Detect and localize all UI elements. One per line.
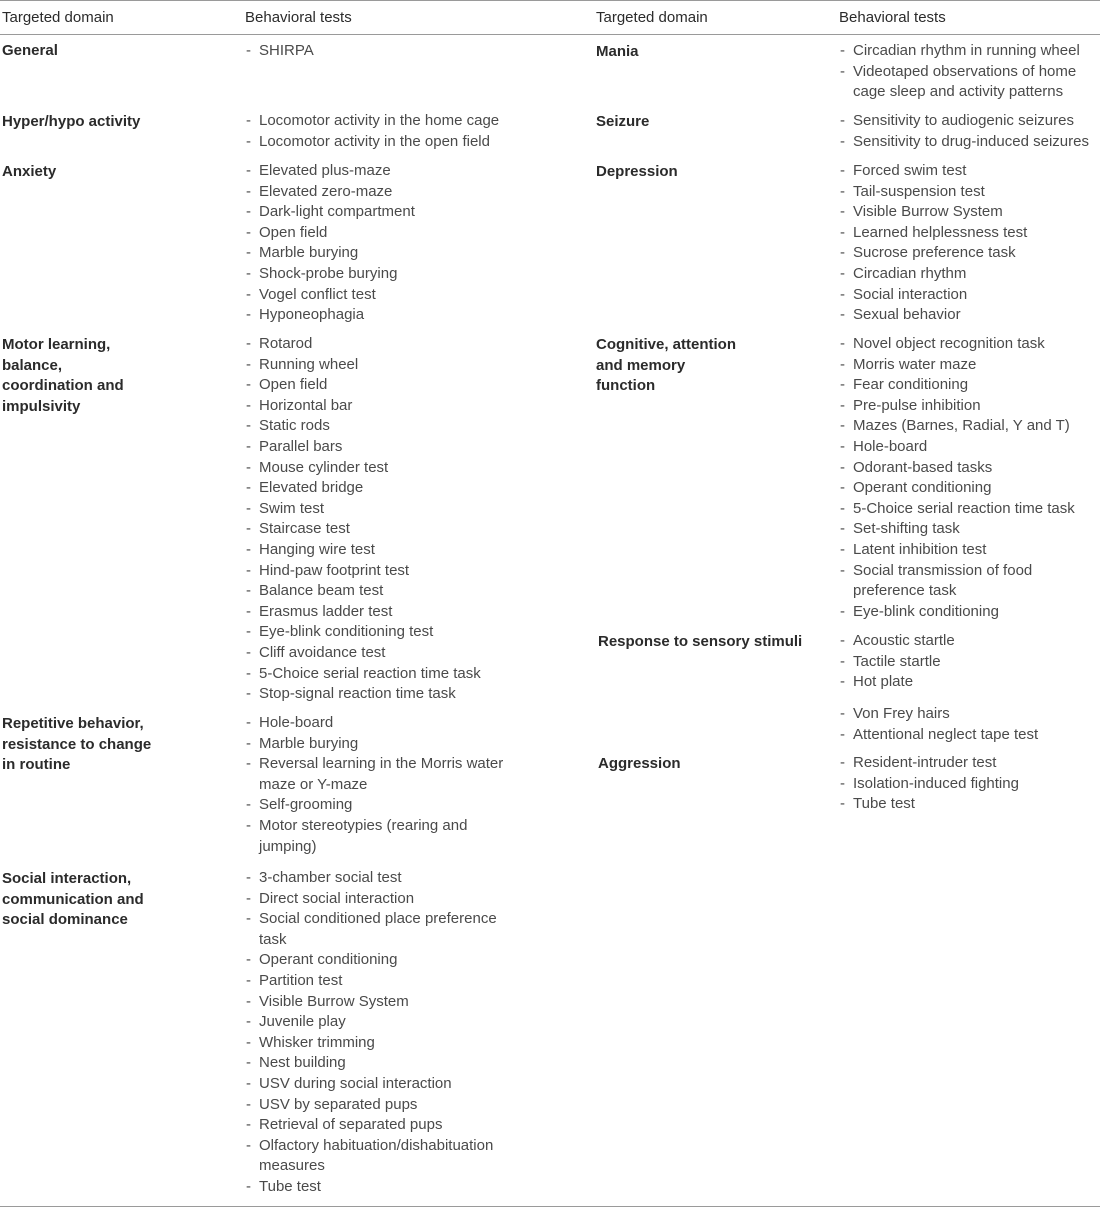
- test-item: - Nest building: [246, 1053, 516, 1074]
- right-tests-depression: [840, 161, 1095, 326]
- test-item: - Isolation-induced fighting: [840, 774, 1095, 795]
- test-item: - Self-grooming: [246, 795, 516, 816]
- left-tests-motor-learning: [246, 334, 516, 705]
- test-item: - Visible Burrow System: [246, 992, 516, 1013]
- test-item: - Novel object recognition task: [840, 334, 1095, 355]
- test-item: - Juvenile play: [246, 1012, 516, 1033]
- test-item: - Pre-pulse inhibition: [840, 396, 1095, 417]
- test-item: - Von Frey hairs: [840, 704, 1095, 725]
- test-item: - USV by separated pups: [246, 1095, 516, 1116]
- test-item: - Visible Burrow System: [840, 202, 1095, 223]
- header-right-domain: Targeted domain: [596, 9, 708, 26]
- left-tests-general: [246, 41, 516, 62]
- left-domain-general: General: [2, 42, 58, 59]
- right-domain-depression: Depression: [596, 163, 678, 180]
- test-item: - Morris water maze: [840, 355, 1095, 376]
- test-item: - Staircase test: [246, 519, 516, 540]
- test-item: - Retrieval of separated pups: [246, 1115, 516, 1136]
- test-item: - 3-chamber social test: [246, 868, 516, 889]
- test-item: - Marble burying: [246, 734, 516, 755]
- test-item: - Tube test: [246, 1177, 516, 1198]
- test-item: - Odorant-based tasks: [840, 458, 1095, 479]
- test-item: - Videotaped observations of home cage sleep and activity patterns: [840, 62, 1095, 103]
- test-item: - Circadian rhythm in running wheel: [840, 41, 1095, 62]
- test-item: - Hyponeophagia: [246, 305, 516, 326]
- test-item: - Partition test: [246, 971, 516, 992]
- right-tests-mania: [840, 41, 1095, 103]
- test-item: - Social conditioned place preference task: [246, 909, 516, 950]
- test-item: - Sensitivity to drug-induced seizures: [840, 132, 1095, 153]
- test-item: - 5-Choice serial reaction time task: [840, 499, 1095, 520]
- test-item: - Social interaction: [840, 285, 1095, 306]
- test-item: - Resident-intruder test: [840, 753, 1095, 774]
- test-item: - Operant conditioning: [246, 950, 516, 971]
- right-domain-cognitive: Cognitive, attention and memory function: [596, 336, 736, 395]
- test-item: - Sensitivity to audiogenic seizures: [840, 111, 1095, 132]
- left-tests-repetitive-behavior: [246, 713, 516, 857]
- test-item: - Attentional neglect tape test: [840, 725, 1095, 746]
- header-left-tests: Behavioral tests: [245, 9, 352, 26]
- test-item: - Operant conditioning: [840, 478, 1095, 499]
- test-item: - Hanging wire test: [246, 540, 516, 561]
- right-tests-seizure: [840, 111, 1095, 152]
- test-item: - Vogel conflict test: [246, 285, 516, 306]
- test-item: - Dark-light compartment: [246, 202, 516, 223]
- test-item: - Stop-signal reaction time task: [246, 684, 516, 705]
- test-item: - USV during social interaction: [246, 1074, 516, 1095]
- test-item: - Locomotor activity in the open field: [246, 132, 516, 153]
- test-item: - Social transmission of food preference task: [840, 561, 1095, 602]
- left-domain-motor-learning: Motor learning, balance, coordination and impulsivity: [2, 336, 124, 415]
- test-item: - Elevated bridge: [246, 478, 516, 499]
- left-domain-anxiety: Anxiety: [2, 163, 57, 180]
- test-item: - Erasmus ladder test: [246, 602, 516, 623]
- right-domain-seizure: Seizure: [596, 113, 650, 130]
- test-item: - Direct social interaction: [246, 889, 516, 910]
- test-item: - Hole-board: [840, 437, 1095, 458]
- test-item: - Parallel bars: [246, 437, 516, 458]
- header-left-domain: Targeted domain: [2, 9, 114, 26]
- test-item: - Static rods: [246, 416, 516, 437]
- test-item: - Hole-board: [246, 713, 516, 734]
- right-tests-cognitive: [840, 334, 1095, 622]
- test-item: - Cliff avoidance test: [246, 643, 516, 664]
- test-item: - Forced swim test: [840, 161, 1095, 182]
- test-item: - Open field: [246, 375, 516, 396]
- test-item: - Mazes (Barnes, Radial, Y and T): [840, 416, 1095, 437]
- test-item: - Mouse cylinder test: [246, 458, 516, 479]
- test-item: - Fear conditioning: [840, 375, 1095, 396]
- right-tests-sensory: [840, 631, 1095, 693]
- test-item: - Sucrose preference task: [840, 243, 1095, 264]
- header-divider: [0, 34, 1100, 35]
- test-item: - Hot plate: [840, 672, 1095, 693]
- left-domain-repetitive-behavior: Repetitive behavior, resistance to change in routine: [2, 715, 152, 774]
- test-item: - Whisker trimming: [246, 1033, 516, 1054]
- test-item: - Swim test: [246, 499, 516, 520]
- test-item: - Horizontal bar: [246, 396, 516, 417]
- left-domain-hyper-hypo-activity: Hyper/hypo activity: [2, 113, 141, 130]
- test-item: - Sexual behavior: [840, 305, 1095, 326]
- test-item: - Set-shifting task: [840, 519, 1095, 540]
- test-item: - Marble burying: [246, 243, 516, 264]
- test-item: - Olfactory habituation/dishabituation measures: [246, 1136, 516, 1177]
- test-item: - Locomotor activity in the home cage: [246, 111, 516, 132]
- test-item: - Reversal learning in the Morris water maze or Y-maze: [246, 754, 516, 795]
- test-item: - Rotarod: [246, 334, 516, 355]
- test-item: - Acoustic startle: [840, 631, 1095, 652]
- test-item: - SHIRPA: [246, 41, 516, 62]
- test-item: - Eye-blink conditioning test: [246, 622, 516, 643]
- test-item: - Eye-blink conditioning: [840, 602, 1095, 623]
- right-tests-aggression: [840, 753, 1095, 815]
- right-domain-mania: Mania: [596, 43, 639, 60]
- test-item: - Circadian rhythm: [840, 264, 1095, 285]
- test-item: - Elevated plus-maze: [246, 161, 516, 182]
- test-item: - Open field: [246, 223, 516, 244]
- header-right-tests: Behavioral tests: [839, 9, 946, 26]
- test-item: - Running wheel: [246, 355, 516, 376]
- test-item: - Balance beam test: [246, 581, 516, 602]
- left-tests-social-interaction: [246, 868, 516, 1198]
- right-domain-sensory: Response to sensory stimuli: [598, 633, 803, 650]
- left-tests-anxiety: [246, 161, 516, 326]
- left-tests-hyper-hypo-activity: [246, 111, 516, 152]
- test-item: - Elevated zero-maze: [246, 182, 516, 203]
- test-item: - Latent inhibition test: [840, 540, 1095, 561]
- right-domain-aggression: Aggression: [598, 755, 681, 772]
- test-item: - Tactile startle: [840, 652, 1095, 673]
- test-item: - Tail-suspension test: [840, 182, 1095, 203]
- test-item: - Learned helplessness test: [840, 223, 1095, 244]
- test-item: - Tube test: [840, 794, 1095, 815]
- test-item: - Shock-probe burying: [246, 264, 516, 285]
- left-domain-social-interaction: Social interaction, communication and social dominance: [2, 870, 144, 929]
- test-item: - Hind-paw footprint test: [246, 561, 516, 582]
- right-tests-sensory-continued: [840, 704, 1095, 745]
- test-item: - Motor stereotypies (rearing and jumping): [246, 816, 516, 857]
- test-item: - 5-Choice serial reaction time task: [246, 664, 516, 685]
